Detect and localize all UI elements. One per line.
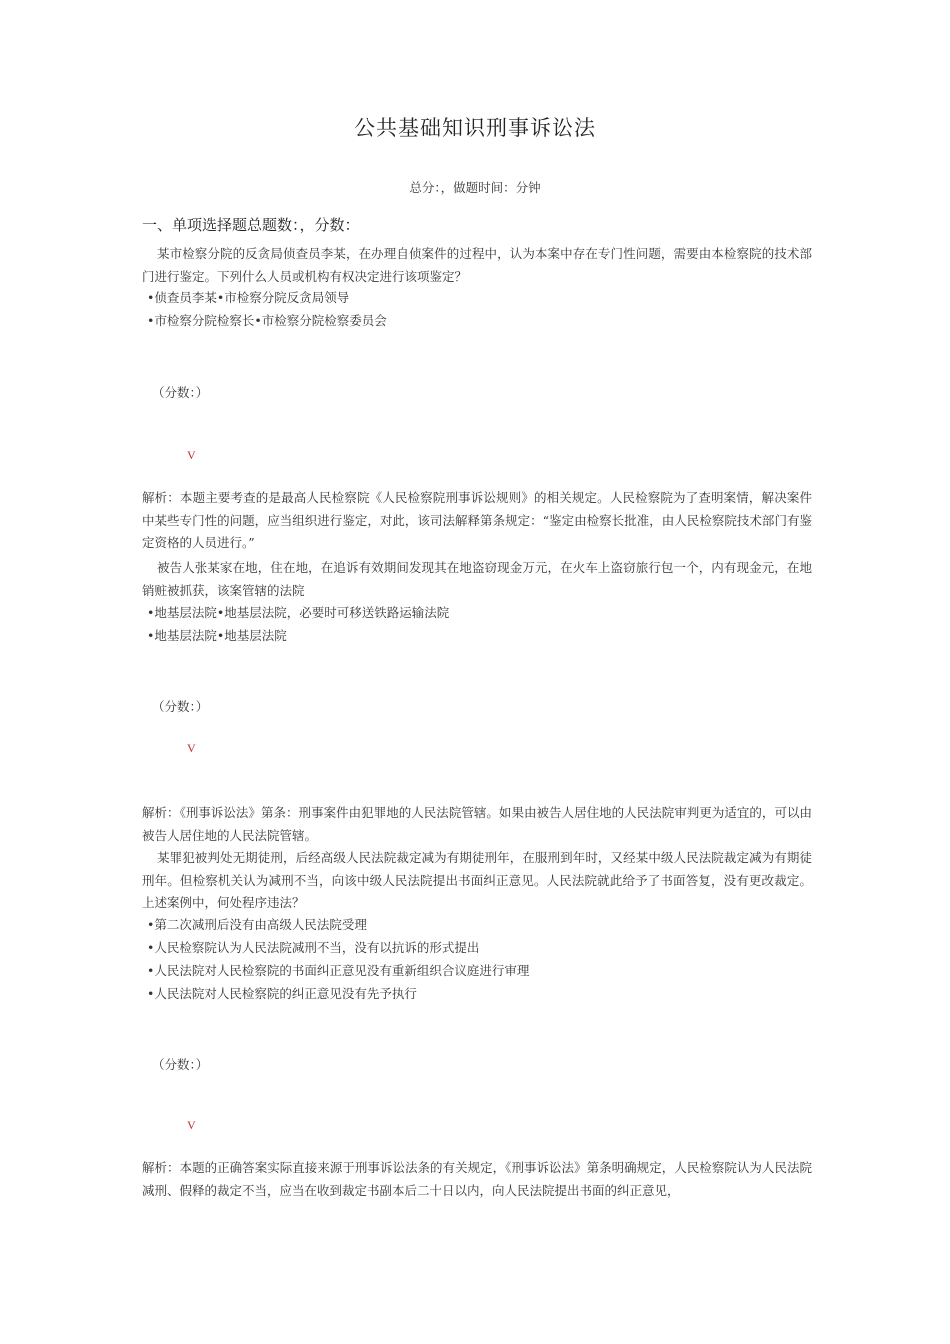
question-3-option-4[interactable]: •人民法院对人民检察院的纠正意见没有先予执行 [147,986,417,1001]
question-3-stem: 某罪犯被判处无期徒刑，后经高级人民法院裁定减为有期徒刑年，在服刑到年时，又经某中级人民法院裁定减为有期徒刑年。但检察机关认为减刑不当，向该中级人民法院提出书面纠正意见。人民法院就此给予了书面答复，没有更改裁定。上述案例中，何处程序违法？ [142,850,812,910]
question-1-stem: 某市检察分院的反贪局侦查员李某，在办理自侦案件的过程中，认为本案中存在专门性问题，需要由本检察院的技术部门进行鉴定。下列什么人员或机构有权决定进行该项鉴定？ [142,246,812,284]
question-1-option-1[interactable]: •侦查员李某•市检察分院反贪局领导 [147,290,350,305]
question-3-option-1[interactable]: •第二次减刑后没有由高级人民法院受理 [147,917,367,932]
question-3-option-2[interactable]: •人民检察院认为人民法院减刑不当，没有以抗诉的形式提出 [147,940,480,955]
question-1-explanation: 解析：本题主要考查的是最高人民检察院《人民检察院刑事诉讼规则》的相关规定。人民检察院为了查明案情，解决案件中某些专门性的问题，应当组织进行鉴定，对此，该司法解释第条规定：“鉴定由检察长批准，由人民检察院技术部门有鉴定资格的人员进行。” [142,490,812,550]
document-title: 公共基础知识刑事诉讼法 [354,116,596,140]
question-3-answer-mark: V [187,1118,196,1132]
question-2-stem: 被告人张某家在地，住在地，在追诉有效期间发现其在地盗窃现金万元，在火车上盗窃旅行包一个，内有现金元，在地销赃被抓获，该案管辖的法院 [142,560,812,598]
question-2-option-2[interactable]: •地基层法院•地基层法院 [147,628,287,643]
question-2-score: （分数：） [152,699,209,714]
question-3-explanation: 解析：本题的正确答案实际直接来源于刑事诉讼法条的有关规定，《刑事诉讼法》第条明确规定，人民检察院认为人民法院减刑、假释的裁定不当，应当在收到裁定书副本后二十日以内，向人民法院提出书面的纠正意见， [142,1160,812,1198]
question-2-explanation: 解析：《刑事诉讼法》第条：刑事案件由犯罪地的人民法院管辖。如果由被告人居住地的人民法院审判更为适宜的，可以由被告人居住地的人民法院管辖。 [142,805,812,843]
document-meta: 总分：，做题时间：分钟 [409,180,541,195]
question-2-option-1[interactable]: •地基层法院•地基层法院，必要时可移送铁路运输法院 [147,605,450,620]
question-1-option-2[interactable]: •市检察分院检察长•市检察分院检察委员会 [147,313,387,328]
section-heading: 一、单项选择题总题数：，分数： [142,216,360,234]
question-3-score: （分数：） [152,1057,209,1072]
question-1-score: （分数：） [152,385,209,400]
question-3-option-3[interactable]: •人民法院对人民检察院的书面纠正意见没有重新组织合议庭进行审理 [147,963,530,978]
question-1-answer-mark: V [187,448,196,462]
question-2-answer-mark: V [187,741,196,755]
